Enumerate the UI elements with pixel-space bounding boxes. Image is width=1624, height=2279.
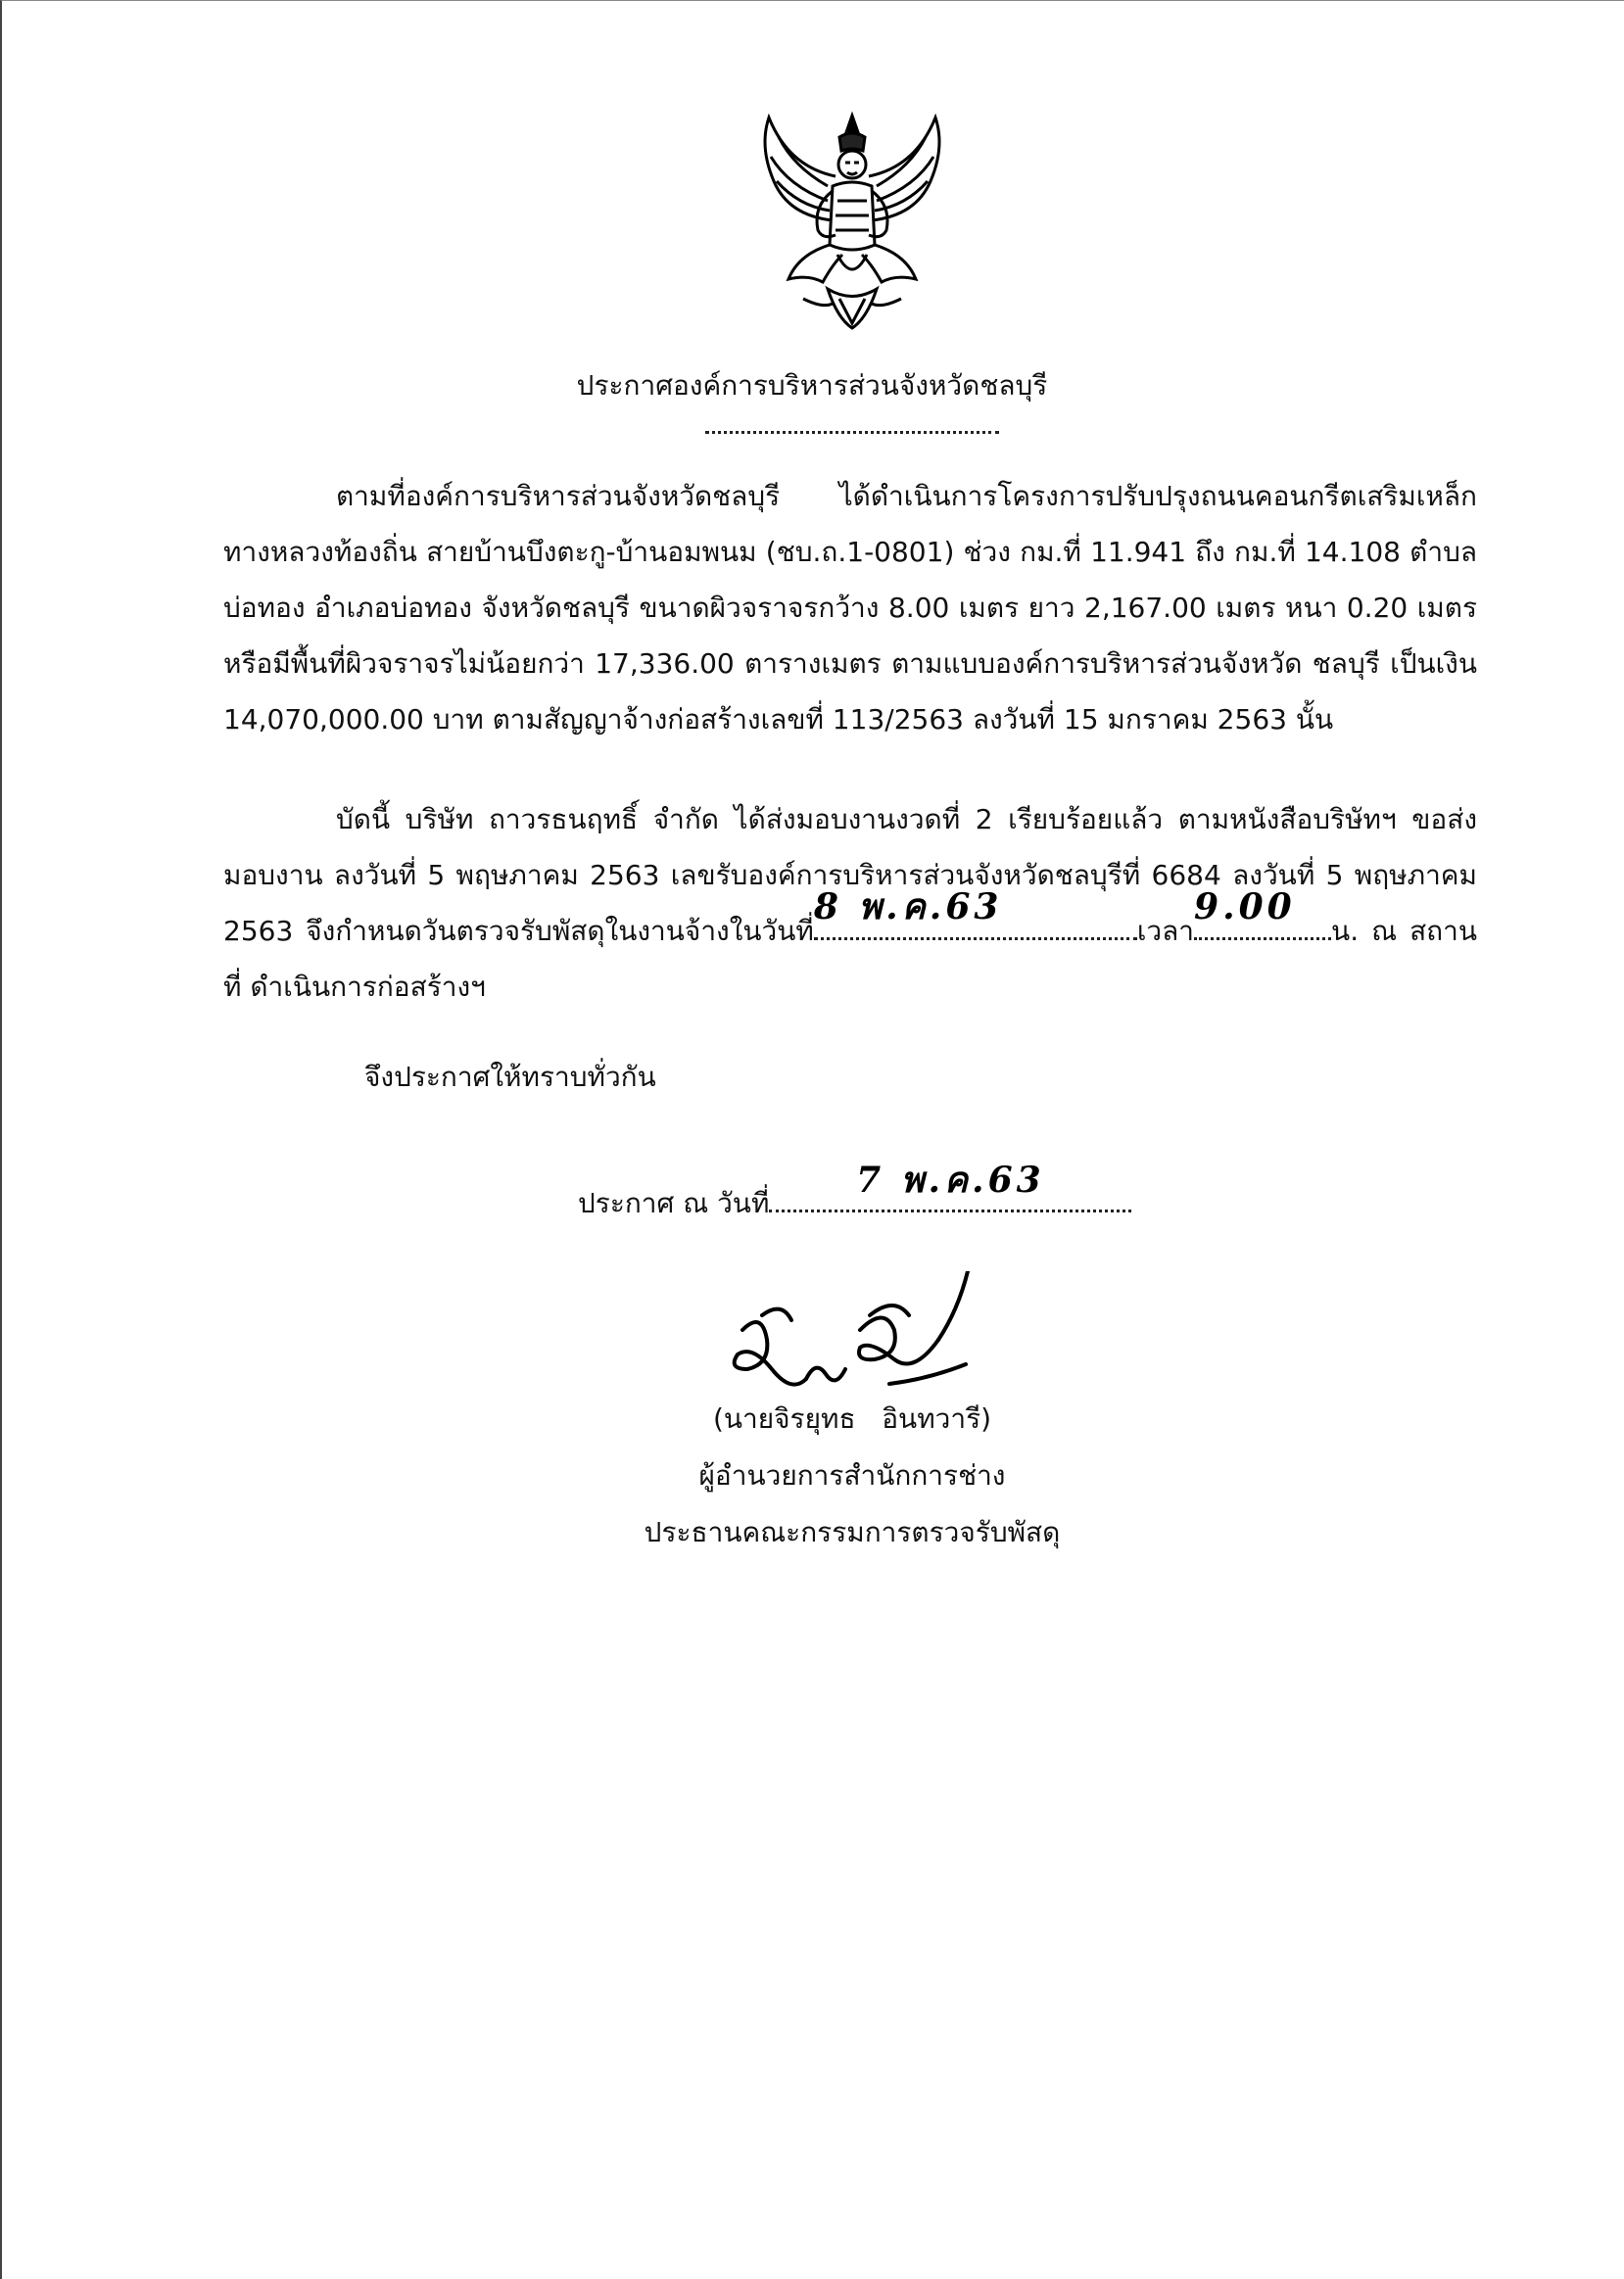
signatory-position: ผู้อำนวยการสำนักการช่าง (698, 1459, 1006, 1492)
signatory-role: ประธานคณะกรรมการตรวจรับพัสดุ (644, 1516, 1061, 1548)
announcement-date-handwritten: 7 พ.ค.63 (856, 1160, 1045, 1201)
paragraph-project-description (223, 468, 1477, 747)
inspection-date-handwritten: 8 พ.ค.63 (813, 886, 1003, 927)
announcement-label: ประกาศ ณ วันที่ (578, 1187, 770, 1219)
paragraph2-line2: มอบงาน ลงวันที่ 5 พฤษภาคม 2563 เลขรับองค์การบริหารส่วนจังหวัดชลบุรีที่ 6684 ลงวันที่ 5 พฤษภาคม (223, 859, 1477, 891)
paragraph1-line2: ทางหลวงท้องถิ่น สายบ้านบึงตะกู-บ้านอมพนม (ชบ.ถ.1-0801) ช่วง กม.ที่ 11.941 ถึง กม.ที่ 14.108 (223, 536, 1401, 568)
time-label: เวลา (1136, 915, 1195, 947)
title-separator (705, 431, 999, 434)
handwritten-signature-icon (713, 1271, 1007, 1408)
paragraph1-line4: หนา 0.20 เมตร หรือมีพื้นที่ผิวจราจรไม่น้อยกว่า 17,336.00 ตารางเมตร ตามแบบองค์การบริหารส่วนจังหวัด (223, 592, 1477, 680)
inspection-time-handwritten: 9.00 (1194, 886, 1296, 927)
notice-text: จึงประกาศให้ทราบทั่วกัน (364, 1061, 656, 1093)
paragraph1-line1: ตามที่องค์การบริหารส่วนจังหวัดชลบุรี ได้ดำเนินการโครงการปรับปรุงถนนคอนกรีตเสริมเหล็ก (336, 480, 1477, 512)
paragraph1-line5: ชลบุรี เป็นเงิน 14,070,000.00 บาท ตามสัญญาจ้างก่อสร้างเลขที่ 113/2563 ลงวันที่ 15 มกราคม 2563 นั้น (223, 647, 1477, 736)
paragraph-delivery (223, 791, 1477, 1015)
inspection-date-field (813, 886, 1137, 940)
signatory-block (588, 1391, 1117, 1561)
paragraph2-line1: บัดนี้ บริษัท ถาวรธนฤทธิ์ จำกัด ได้ส่งมอบงานงวดที่ 2 เรียบร้อยแล้ว ตามหนังสือบริษัทฯ ขอส่ง (336, 803, 1477, 835)
paragraph2-line3-prefix: 2563 จึงกำหนดวันตรวจรับพัสดุในงานจ้างในวันที่ (223, 915, 814, 947)
paragraph2-line4: ดำเนินการก่อสร้างฯ (250, 971, 486, 1003)
paragraph2-line3-suffix: น. ณ สถานที่ (223, 915, 1478, 1003)
announcement-date-field (769, 1160, 1131, 1212)
document-title: ประกาศองค์การบริหารส่วนจังหวัดชลบุรี (576, 369, 1048, 402)
paragraph1-line3: ตำบลบ่อทอง อำเภอบ่อทอง จังหวัดชลบุรี ขนาดผิวจราจรกว้าง 8.00 เมตร ยาว 2,167.00 เมตร (223, 536, 1477, 624)
announcement-date-line (578, 1160, 1131, 1225)
signatory-name: (นายจิรยุทธ อินทวารี) (712, 1402, 992, 1435)
inspection-time-field (1194, 886, 1331, 940)
garuda-emblem-icon (749, 108, 955, 343)
